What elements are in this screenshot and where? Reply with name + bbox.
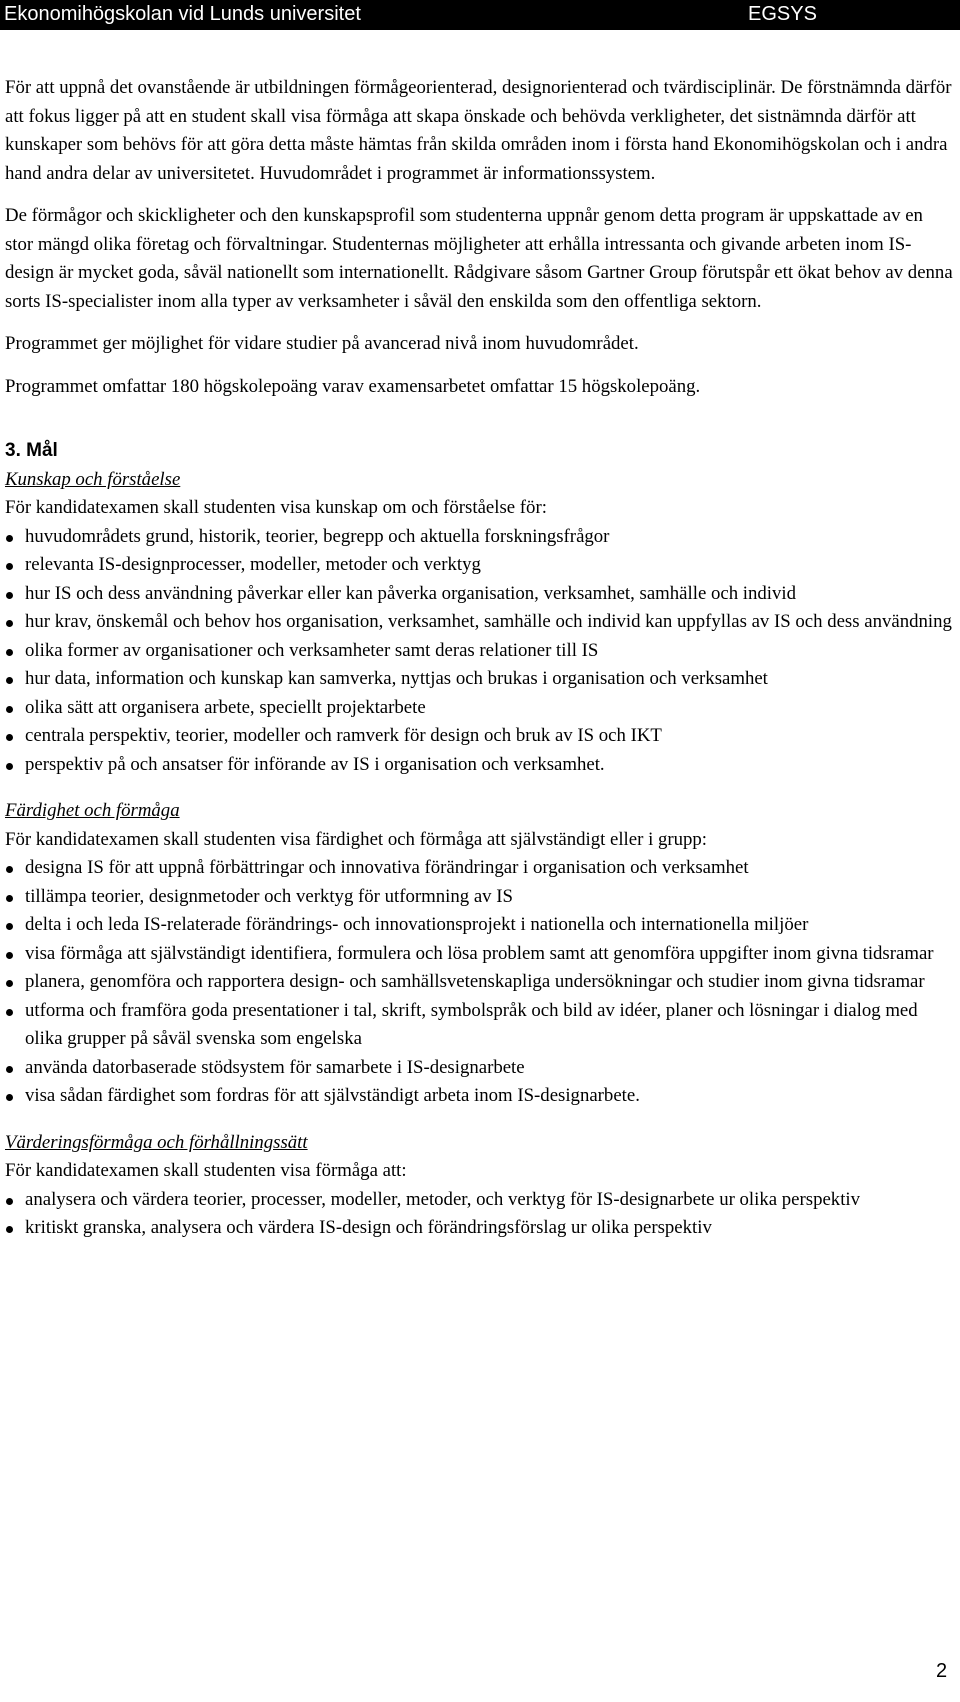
knowledge-lead: För kandidatexamen skall studenten visa kunskap om och förståelse för:: [5, 497, 547, 518]
list-item: huvudområdets grund, historik, teorier, begrepp och aktuella forskningsfrågor: [5, 523, 955, 552]
list-item: tillämpa teorier, designmetoder och verktyg för utformning av IS: [5, 883, 955, 912]
intro-paragraph-1: För att uppnå det ovanstående är utbildningen förmågeorienterad, designorienterad och tvärdisciplinär. De förstnämnda därför att fokus ligger på att en student skall visa förmåga att skapa önskade och behövda verkligheter, det sistnämnda därför att kunskaper som behövs för att göra detta måste hämtas från skilda områden inom i första hand Ekonomihögskolan och i andra hand andra delar av universitetet. Huvudområdet i programmet är informationssystem.: [5, 77, 952, 184]
page-number: 2: [936, 1660, 948, 1682]
list-item: utforma och framföra goda presentationer i tal, skrift, symbolspråk och bild av idéer, planer och lösningar i dialog med olika grupper på såväl svenska som engelska: [5, 997, 955, 1054]
values-heading: Värderingsförmåga och förhållningssätt: [5, 1131, 308, 1153]
list-item: hur data, information och kunskap kan samverka, nyttjas och brukas i organisation och verksamhet: [5, 665, 955, 694]
values-lead: För kandidatexamen skall studenten visa förmåga att:: [5, 1160, 407, 1181]
page-header: [0, 0, 960, 30]
intro-paragraph-3: Programmet ger möjlighet för vidare studier på avancerad nivå inom huvudområdet.: [5, 333, 639, 354]
list-item: designa IS för att uppnå förbättringar och innovativa förändringar i organisation och verksamhet: [5, 854, 955, 883]
intro-paragraph-2: De förmågor och skickligheter och den kunskapsprofil som studenterna uppnår genom detta program är uppskattade av en stor mängd olika företag och förvaltningar. Studenternas möjligheter att erhålla intressanta och givande arbeten inom IS-design är mycket goda, såväl nationellt som internationellt. Rådgivare såsom Gartner Group förutspår ett ökat behov av denna sorts IS-specialister inom alla typer av verksamheter i såväl den enskilda som den offentliga sektorn.: [5, 205, 953, 312]
intro-paragraph-4: Programmet omfattar 180 högskolepoäng varav examensarbetet omfattar 15 högskolepoäng.: [5, 375, 701, 397]
list-item: relevanta IS-designprocesser, modeller, metoder och verktyg: [5, 551, 955, 580]
list-item: hur krav, önskemål och behov hos organisation, verksamhet, samhälle och individ kan uppfyllas av IS och dess användning: [5, 608, 955, 637]
list-item: kritiskt granska, analysera och värdera IS-design och förändringsförslag ur olika perspektiv: [5, 1214, 955, 1243]
list-item: visa förmåga att självständigt identifiera, formulera och lösa problem samt att genomföra uppgifter inom givna tidsramar: [5, 940, 955, 969]
knowledge-heading: Kunskap och förståelse: [5, 468, 181, 490]
values-list: [5, 1186, 955, 1243]
skills-heading: Färdighet och förmåga: [5, 800, 180, 821]
knowledge-list: [5, 523, 955, 780]
list-item: olika sätt att organisera arbete, speciellt projektarbete: [5, 694, 955, 723]
list-item: planera, genomföra och rapportera design- och samhällsvetenskapliga undersökningar och studier inom givna tidsramar: [5, 968, 955, 997]
header-institution: Ekonomihögskolan vid Lunds universitet: [4, 3, 361, 25]
list-item: analysera och värdera teorier, processer, modeller, metoder, och verktyg för IS-designarbete ur olika perspektiv: [5, 1186, 955, 1215]
list-item: perspektiv på och ansatser för införande av IS i organisation och verksamhet.: [5, 751, 955, 780]
list-item: centrala perspektiv, teorier, modeller och ramverk för design och bruk av IS och IKT: [5, 722, 955, 751]
header-code: EGSYS: [748, 3, 817, 25]
list-item: delta i och leda IS-relaterade förändrings- och innovationsprojekt i nationella och internationella miljöer: [5, 911, 955, 940]
list-item: hur IS och dess användning påverkar eller kan påverka organisation, verksamhet, samhälle och individ: [5, 580, 955, 609]
skills-list: [5, 854, 955, 1111]
list-item: visa sådan färdighet som fordras för att självständigt arbeta inom IS-designarbete.: [5, 1082, 955, 1111]
skills-lead: För kandidatexamen skall studenten visa färdighet och förmåga att självständigt eller i grupp:: [5, 828, 708, 850]
document-body: [5, 74, 955, 1243]
list-item: olika former av organisationer och verksamheter samt deras relationer till IS: [5, 637, 955, 666]
section-title: 3. Mål: [5, 440, 58, 461]
list-item: använda datorbaserade stödsystem för samarbete i IS-designarbete: [5, 1054, 955, 1083]
